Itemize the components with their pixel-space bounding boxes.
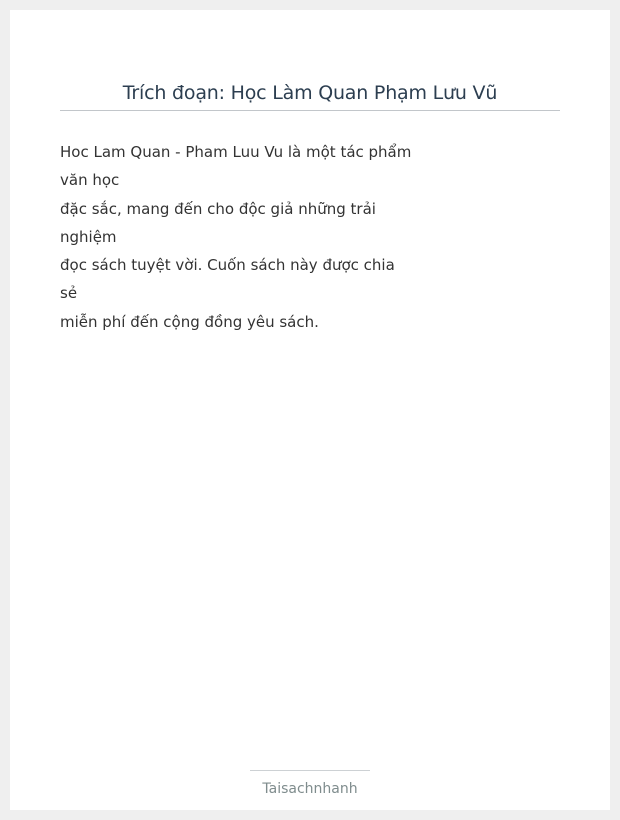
document-page bbox=[10, 10, 610, 810]
title-divider bbox=[60, 110, 560, 111]
excerpt-line: nghiệm bbox=[60, 227, 117, 246]
page-title: Trích đoạn: Học Làm Quan Phạm Lưu Vũ bbox=[122, 82, 498, 104]
footer-divider bbox=[250, 770, 370, 771]
excerpt-line: đặc sắc, mang đến cho độc giả những trải bbox=[60, 199, 376, 218]
excerpt-line: đọc sách tuyệt vời. Cuốn sách này được chia bbox=[60, 256, 395, 275]
footer-brand: Taisachnhanh bbox=[262, 781, 358, 797]
excerpt-line: văn học bbox=[60, 171, 120, 190]
excerpt-line: sẻ bbox=[60, 284, 78, 303]
excerpt-line: Hoc Lam Quan - Pham Luu Vu là một tác phẩm bbox=[60, 143, 412, 161]
excerpt-body bbox=[60, 139, 420, 337]
excerpt-line: miễn phí đến cộng đồng yêu sách. bbox=[60, 312, 319, 331]
